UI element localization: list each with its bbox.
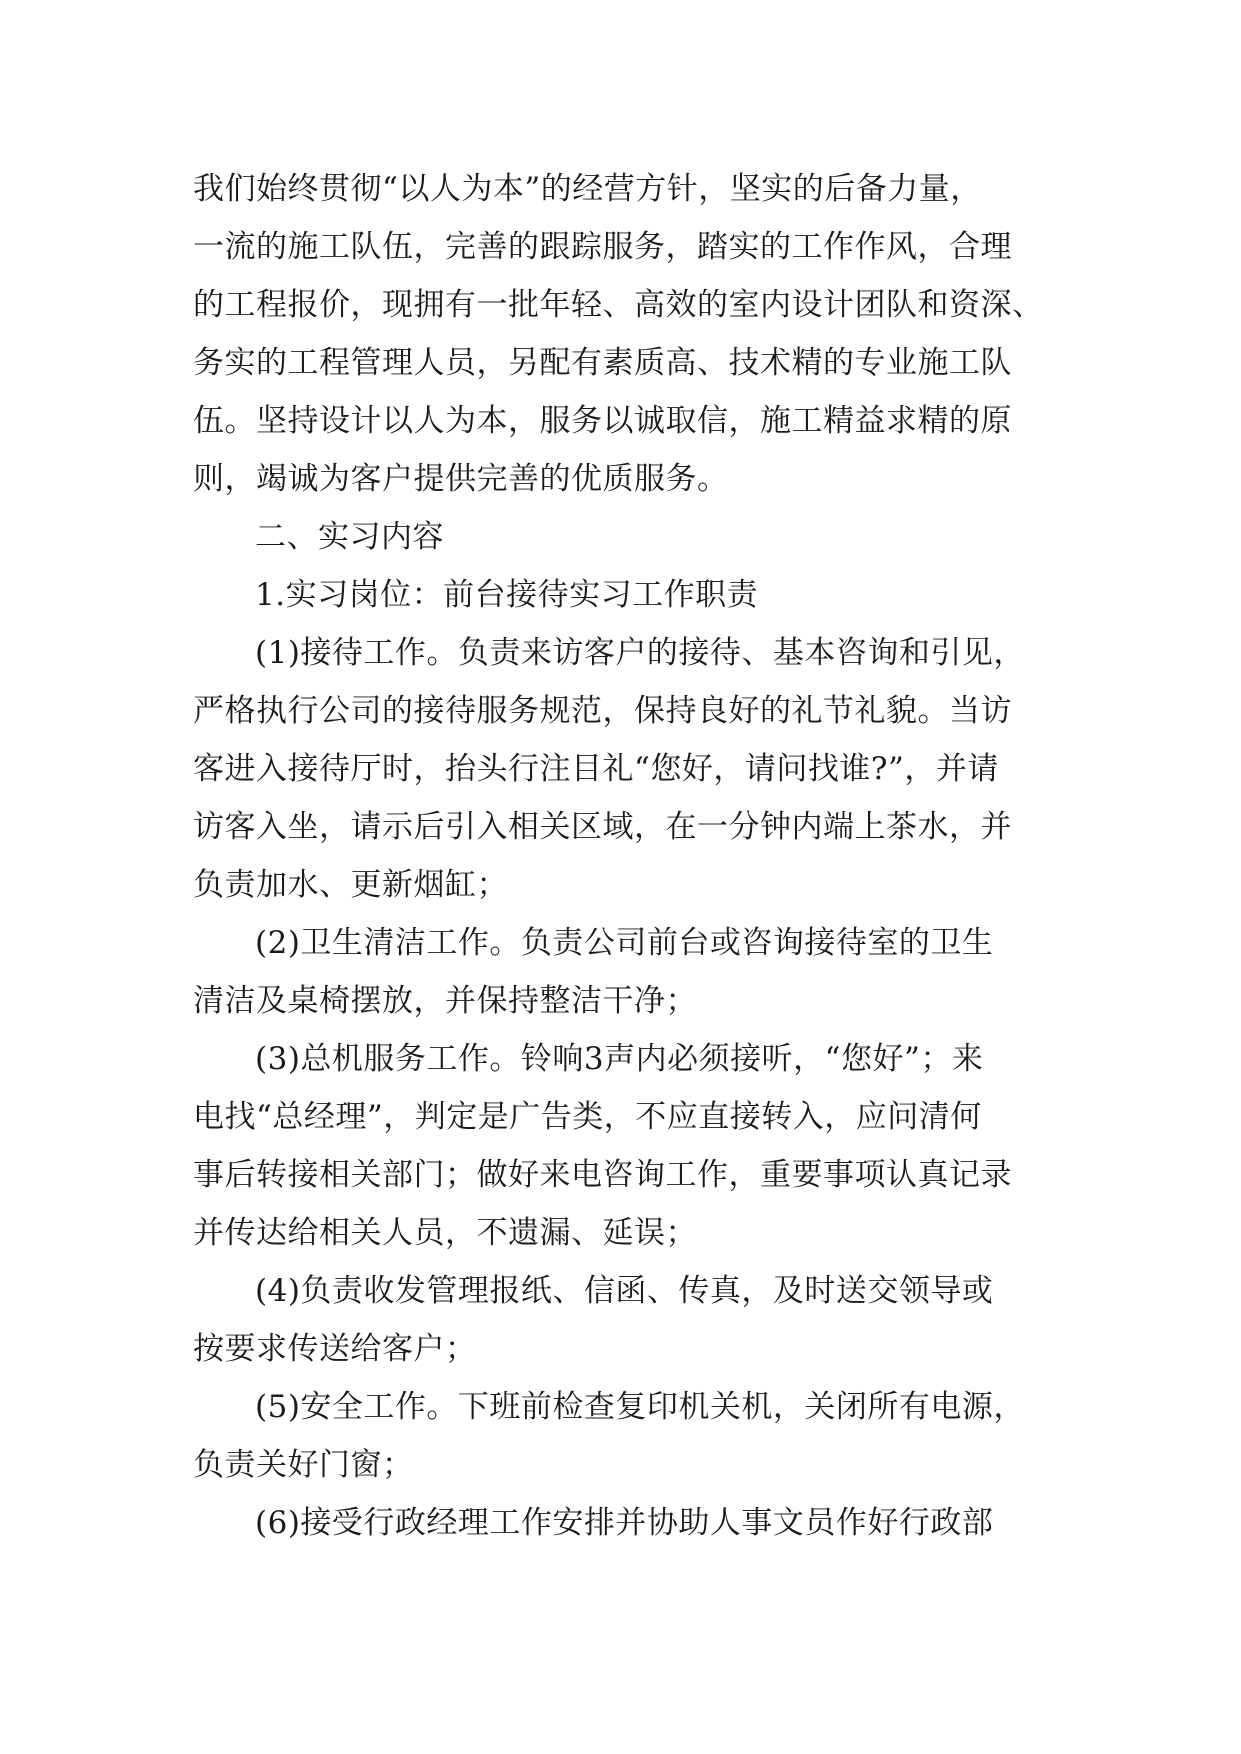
body-text-line: 负责关好门窗； [193, 1447, 414, 1483]
body-text-line: 访客入坐，请示后引入相关区域，在一分钟内端上茶水，并 [193, 809, 1012, 845]
subsection-heading: 1.实习岗位：前台接待实习工作职责 [255, 577, 759, 613]
body-text-line: 严格执行公司的接待服务规范，保持良好的礼节礼貌。当访 [193, 693, 1012, 729]
list-item-first-line: (3)总机服务工作。铃响3声内必须接听，“您好”；来 [255, 1041, 984, 1077]
list-item-first-line: (2)卫生清洁工作。负责公司前台或咨询接待室的卫生 [255, 925, 994, 961]
body-text-line: 客进入接待厅时，抬头行注目礼“您好，请问找谁?”，并请 [193, 751, 999, 787]
list-item-first-line: (1)接待工作。负责来访客户的接待、基本咨询和引见， [255, 635, 1025, 671]
body-text-line: 伍。坚持设计以人为本，服务以诚取信，施工精益求精的原 [193, 403, 1012, 439]
body-text-line: 事后转接相关部门；做好来电咨询工作，重要事项认真记录 [193, 1157, 1012, 1193]
list-item-first-line: (6)接受行政经理工作安排并协助人事文员作好行政部 [255, 1505, 994, 1541]
body-text-line: 则，竭诚为客户提供完善的优质服务。 [193, 461, 729, 497]
list-item-first-line: (4)负责收发管理报纸、信函、传真，及时送交领导或 [255, 1273, 994, 1309]
body-text-line: 一流的施工队伍，完善的跟踪服务，踏实的工作作风，合理 [193, 229, 1012, 265]
body-text-line: 按要求传送给客户； [193, 1331, 477, 1367]
body-text-line: 并传达给相关人员，不遗漏、延误； [193, 1215, 697, 1251]
body-text-line: 负责加水、更新烟缸； [193, 867, 508, 903]
body-text-line: 务实的工程管理人员，另配有素质高、技术精的专业施工队 [193, 345, 1012, 381]
body-text-line: 清洁及桌椅摆放，并保持整洁干净； [193, 983, 697, 1019]
list-item-first-line: (5)安全工作。下班前检查复印机关机，关闭所有电源， [255, 1389, 1025, 1425]
body-text-line: 我们始终贯彻“以人为本”的经营方针，坚实的后备力量， [193, 171, 982, 207]
document-body [193, 160, 1073, 1552]
section-heading: 二、实习内容 [255, 519, 444, 555]
body-text-line: 的工程报价，现拥有一批年轻、高效的室内设计团队和资深、 [193, 287, 1044, 323]
body-text-line: 电找“总经理”，判定是广告类，不应直接转入，应问清何 [193, 1099, 982, 1135]
